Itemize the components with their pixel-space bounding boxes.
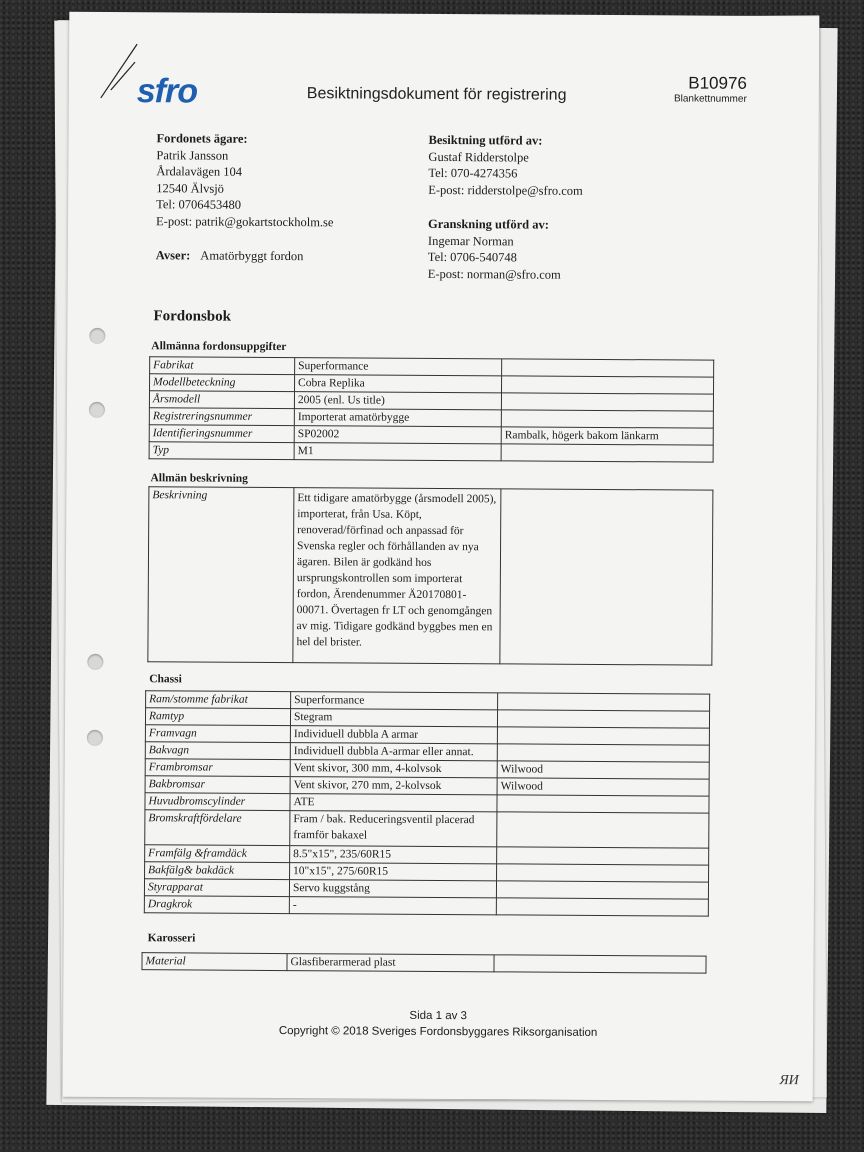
row-label: Typ xyxy=(149,442,294,460)
row-value: - xyxy=(289,897,496,915)
row-extra xyxy=(494,955,706,973)
table-row xyxy=(145,810,709,848)
row-label: Frambromsar xyxy=(145,759,290,777)
row-extra xyxy=(497,847,709,865)
reviewer-heading: Granskning utförd av: xyxy=(427,216,549,232)
row-extra xyxy=(497,812,709,848)
reviewer-block xyxy=(428,216,561,283)
document-page xyxy=(63,12,820,1102)
general-section-title: Allmänna fordonsuppgifter xyxy=(151,340,287,354)
form-number-label: Blankettnummer xyxy=(673,93,747,105)
row-extra xyxy=(502,359,714,377)
row-label: Fabrikat xyxy=(150,357,295,375)
table-row xyxy=(142,953,706,973)
row-label: Framfälg &framdäck xyxy=(145,845,290,863)
row-label: Dragkrok xyxy=(144,896,289,914)
avser-line xyxy=(156,248,304,264)
row-value: Vent skivor, 300 mm, 4-kolvsok xyxy=(290,760,497,778)
general-table xyxy=(149,356,715,462)
row-value: Importerat amatörbygge xyxy=(294,409,501,427)
owner-block xyxy=(156,130,334,230)
owner-line: Patrik Jansson xyxy=(156,147,229,163)
table-row xyxy=(148,487,713,665)
inspector-block xyxy=(428,132,583,199)
row-label: Årsmodell xyxy=(149,391,294,409)
row-label: Identifieringsnummer xyxy=(149,425,294,443)
row-value: Superformance xyxy=(295,358,502,376)
reviewer-line: Tel: 0706-540748 xyxy=(427,249,517,265)
row-extra: Wilwood xyxy=(497,761,709,779)
owner-line: Årdalavägen 104 xyxy=(156,164,243,179)
page-number: Sida 1 av 3 xyxy=(409,1009,467,1023)
description-section-title: Allmän beskrivning xyxy=(150,472,248,485)
row-value: Vent skivor, 270 mm, 2-kolvsok xyxy=(290,777,497,795)
form-number-block xyxy=(674,73,747,104)
punch-hole xyxy=(87,654,103,670)
row-extra: Wilwood xyxy=(497,778,709,796)
row-value: 2005 (enl. Us title) xyxy=(294,392,501,410)
avser-label: Avser: xyxy=(155,248,191,263)
row-value: SP02002 xyxy=(294,426,501,444)
inspector-line: Gustaf Ridderstolpe xyxy=(428,149,529,165)
punch-hole xyxy=(87,730,103,746)
row-extra xyxy=(497,864,709,882)
row-extra xyxy=(497,744,709,762)
body-table xyxy=(141,952,706,973)
chassis-section-title: Chassi xyxy=(149,673,182,686)
description-text: Ett tidigare amatörbygge (årsmodell 2005), importerat, från Usa. Köpt, renoverad/förfinad och anpassad för Svenska regler och förhållanden av nya ägaren. Bilen är godkänd hos ursprungskontrollen som importerat fordon, Ärendenummer Ä20170801-00071. Övertagen fr LT och genomgången av mig. Tidigare godkänd byggbes men en hel del brister. xyxy=(293,488,501,664)
owner-line: E-post: patrik@gokartstockholm.se xyxy=(156,213,334,229)
row-label: Bakvagn xyxy=(145,742,290,760)
row-value: Individuell dubbla A armar xyxy=(290,726,497,744)
owner-line: Tel: 0706453480 xyxy=(156,197,242,212)
row-extra xyxy=(496,881,708,899)
table-row xyxy=(149,442,713,462)
row-extra xyxy=(497,710,709,728)
row-extra xyxy=(501,410,713,428)
fordonsbok-title: Fordonsbok xyxy=(153,308,232,325)
row-label: Ram/stomme fabrikat xyxy=(146,691,291,709)
avser-value: Amatörbyggt fordon xyxy=(200,248,304,264)
reviewer-line: E-post: norman@sfro.com xyxy=(427,266,561,282)
row-extra xyxy=(497,795,709,813)
table-row xyxy=(144,896,708,916)
body-section-title: Karosseri xyxy=(147,932,196,945)
row-extra xyxy=(496,898,708,916)
description-extra xyxy=(500,489,713,665)
punch-hole xyxy=(89,402,105,418)
row-value: Cobra Replika xyxy=(295,375,502,393)
row-label: Registreringsnummer xyxy=(149,408,294,426)
row-value: 10"x15", 275/60R15 xyxy=(290,863,497,881)
row-value: Servo kuggstång xyxy=(289,880,496,898)
row-value: Individuell dubbla A-armar eller annat. xyxy=(290,743,497,761)
row-label: Bakbromsar xyxy=(145,776,290,794)
row-label: Huvudbromscylinder xyxy=(145,793,290,811)
row-extra xyxy=(498,693,710,711)
form-number: B10976 xyxy=(688,73,747,93)
row-extra xyxy=(501,444,713,462)
row-label: Framvagn xyxy=(145,725,290,743)
handwritten-mark: ЯИ xyxy=(779,1073,799,1089)
row-value: M1 xyxy=(294,443,501,461)
row-extra xyxy=(497,727,709,745)
row-label: Ramtyp xyxy=(145,708,290,726)
row-label: Material xyxy=(142,953,287,971)
row-extra: Rambalk, högerk bakom länkarm xyxy=(501,427,713,445)
row-label: Bakfälg& bakdäck xyxy=(145,862,290,880)
reviewer-line: Ingemar Norman xyxy=(427,233,514,248)
row-value: Stegram xyxy=(290,709,497,727)
owner-heading: Fordonets ägare: xyxy=(156,131,248,146)
chassis-table xyxy=(144,690,710,916)
row-value: 8.5"x15", 235/60R15 xyxy=(290,846,497,864)
row-value: Superformance xyxy=(291,692,498,710)
row-value: ATE xyxy=(290,794,497,812)
sfro-logo: sfro xyxy=(136,72,198,111)
copyright: Copyright © 2018 Sveriges Fordonsbyggares Riksorganisation xyxy=(278,1025,598,1039)
row-value: Glasfiberarmerad plast xyxy=(287,954,494,972)
row-label: Modellbeteckning xyxy=(150,374,295,392)
document-title: Besiktningsdokument för registrering xyxy=(306,85,567,104)
inspector-heading: Besiktning utförd av: xyxy=(428,132,543,148)
row-label: Bromskraftfördelare xyxy=(145,810,290,846)
row-label: Styrapparat xyxy=(144,879,289,897)
row-extra xyxy=(502,376,714,394)
inspector-line: Tel: 070-4274356 xyxy=(428,165,518,181)
row-extra xyxy=(501,393,713,411)
inspector-line: E-post: ridderstolpe@sfro.com xyxy=(428,182,583,198)
punch-hole xyxy=(89,328,105,344)
owner-line: 12540 Älvsjö xyxy=(156,180,225,196)
row-value: Fram / bak. Reduceringsventil placerad framför bakaxel xyxy=(290,811,497,847)
description-table xyxy=(147,486,713,665)
description-label: Beskrivning xyxy=(148,487,294,663)
